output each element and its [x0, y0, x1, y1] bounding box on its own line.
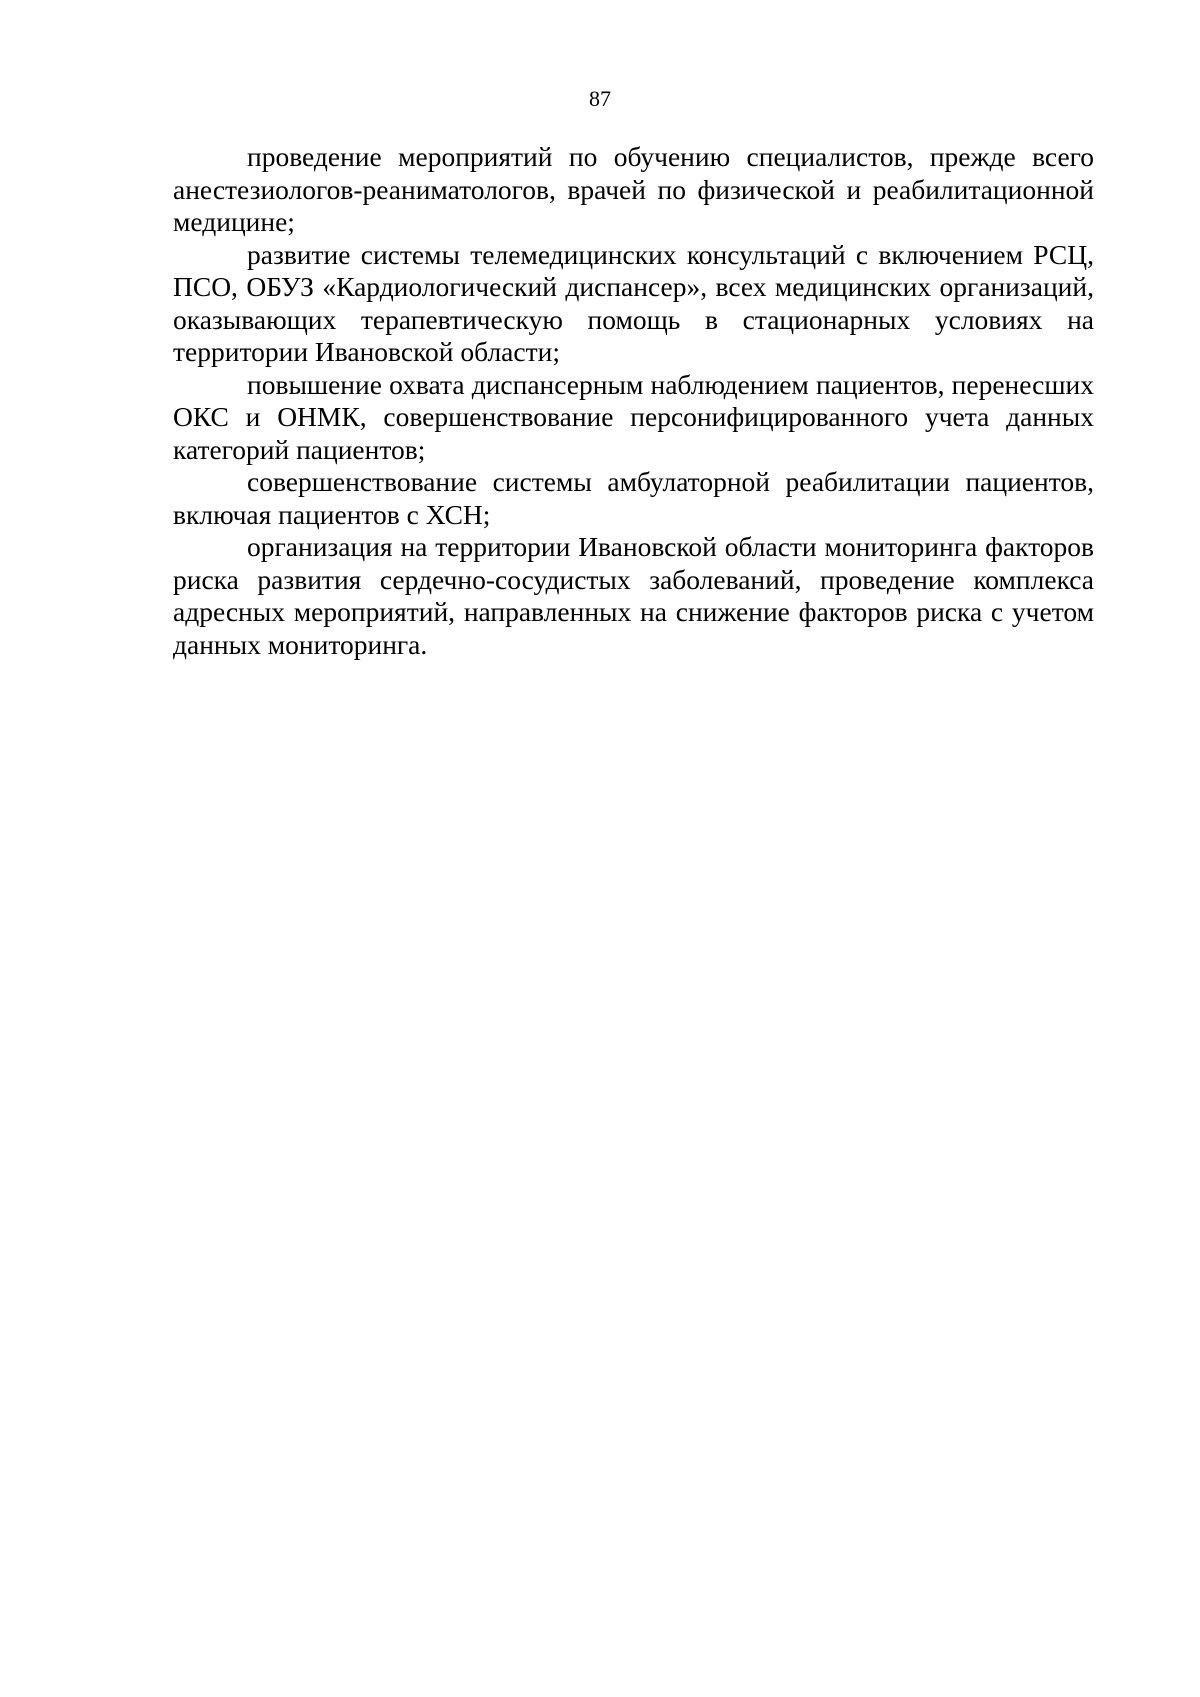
page-number: 87: [589, 86, 611, 111]
paragraph: организация на территории Ивановской области мониторинга факторов риска развития сердечно-сосудистых заболеваний, проведение комплекса адресных мероприятий, направленных на снижение факторов риска с учетом данных мониторинга.: [173, 531, 1094, 660]
paragraph: совершенствование системы амбулаторной реабилитации пациентов, включая пациентов с ХСН;: [173, 466, 1094, 530]
paragraph: повышение охвата диспансерным наблюдением пациентов, перенесших ОКС и ОНМК, совершенствование персонифицированного учета данных категорий пациентов;: [173, 368, 1094, 465]
document-body: [173, 141, 1094, 661]
paragraph: развитие системы телемедицинских консультаций с включением РСЦ, ПСО, ОБУЗ «Кардиологический диспансер», всех медицинских организаций, оказывающих терапевтическую помощь в стационарных условиях на территории Ивановской области;: [173, 238, 1094, 367]
paragraph: проведение мероприятий по обучению специалистов, прежде всего анестезиологов-реаниматологов, врачей по физической и реабилитационной медицине;: [173, 141, 1094, 237]
